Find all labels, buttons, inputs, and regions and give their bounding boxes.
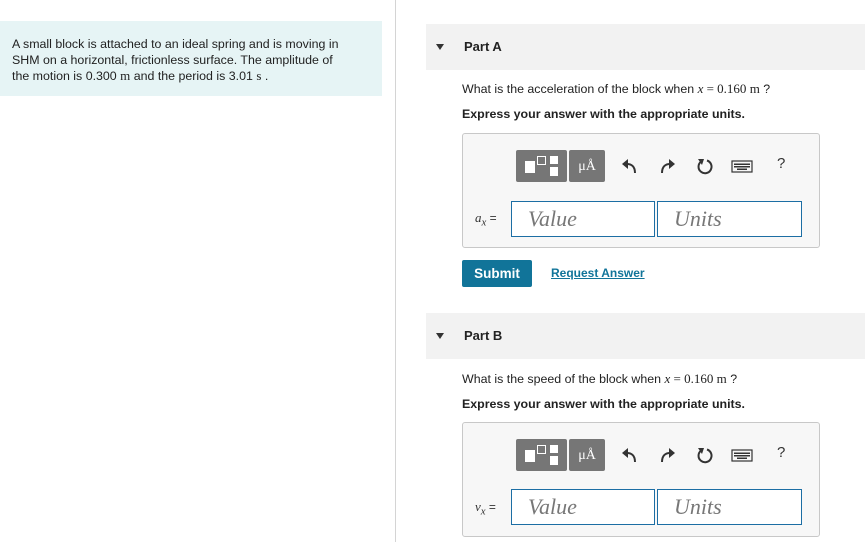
templates-icon bbox=[550, 167, 558, 176]
templates-icon bbox=[550, 445, 558, 453]
collapse-triangle-icon[interactable] bbox=[436, 333, 444, 339]
request-answer-link[interactable]: Request Answer bbox=[551, 266, 645, 280]
part-b-label: Part B bbox=[464, 328, 503, 343]
equals-sign: = bbox=[485, 500, 496, 514]
amplitude-unit: m bbox=[120, 68, 131, 83]
problem-text: . bbox=[261, 69, 269, 83]
templates-button[interactable] bbox=[516, 439, 567, 471]
question-variable: x bbox=[697, 81, 704, 96]
undo-icon[interactable] bbox=[620, 445, 640, 465]
help-button[interactable]: ? bbox=[777, 444, 786, 461]
equation-toolbar bbox=[516, 150, 821, 182]
keyboard-icon[interactable] bbox=[730, 445, 754, 465]
part-a-instruction: Express your answer with the appropriate units. bbox=[462, 107, 745, 121]
problem-text: and the period is 3.01 bbox=[130, 69, 257, 83]
units-field[interactable] bbox=[657, 201, 802, 237]
question-unit: m bbox=[716, 371, 727, 386]
question-text: What is the speed of the block when bbox=[462, 372, 665, 386]
variable-symbol: a bbox=[475, 210, 482, 225]
units-field[interactable] bbox=[657, 489, 802, 525]
part-b-instruction: Express your answer with the appropriate units. bbox=[462, 397, 745, 411]
part-b-header[interactable] bbox=[426, 313, 865, 359]
part-a-question bbox=[462, 81, 770, 97]
reset-icon[interactable] bbox=[695, 445, 715, 465]
part-a-label: Part A bbox=[464, 39, 502, 54]
question-text: What is the acceleration of the block when bbox=[462, 82, 698, 96]
redo-icon[interactable] bbox=[657, 445, 677, 465]
templates-icon bbox=[550, 456, 558, 465]
undo-icon[interactable] bbox=[620, 156, 640, 176]
question-value: = 0.160 bbox=[670, 371, 717, 386]
variable-subscript: x bbox=[480, 505, 486, 518]
variable-symbol: v bbox=[475, 499, 481, 514]
templates-icon bbox=[550, 156, 558, 164]
templates-button[interactable] bbox=[516, 150, 567, 182]
problem-text: the motion is 0.300 bbox=[12, 69, 121, 83]
part-b-answer-box bbox=[462, 422, 820, 537]
variable-subscript: x bbox=[481, 216, 487, 229]
equation-toolbar bbox=[516, 439, 821, 471]
question-variable: x bbox=[664, 371, 671, 386]
keyboard-icon[interactable] bbox=[730, 156, 754, 176]
collapse-triangle-icon[interactable] bbox=[436, 44, 444, 50]
units-button[interactable]: μÅ bbox=[569, 439, 605, 471]
units-button[interactable]: μÅ bbox=[569, 150, 605, 182]
templates-icon bbox=[525, 450, 535, 462]
templates-icon bbox=[537, 156, 546, 165]
help-button[interactable]: ? bbox=[777, 155, 786, 172]
answer-variable-label bbox=[475, 210, 497, 229]
value-input[interactable] bbox=[512, 202, 654, 236]
problem-line: A small block is attached to an ideal spring and is moving in bbox=[12, 37, 339, 51]
question-text: ? bbox=[726, 372, 738, 386]
templates-icon bbox=[537, 445, 546, 454]
question-unit: m bbox=[749, 81, 760, 96]
reset-icon[interactable] bbox=[695, 156, 715, 176]
problem-line bbox=[12, 68, 372, 84]
period-unit: s bbox=[256, 68, 262, 83]
templates-icon bbox=[525, 161, 535, 173]
value-input[interactable] bbox=[512, 490, 654, 524]
part-a-answer-box bbox=[462, 133, 820, 248]
question-value: = 0.160 bbox=[703, 81, 750, 96]
value-field[interactable] bbox=[511, 201, 655, 237]
problem-statement bbox=[0, 21, 382, 96]
question-text: ? bbox=[759, 82, 771, 96]
submit-button[interactable]: Submit bbox=[462, 260, 532, 287]
answer-variable-label bbox=[475, 499, 496, 518]
part-a-header[interactable] bbox=[426, 24, 865, 70]
equals-sign: = bbox=[486, 211, 497, 225]
part-b-question bbox=[462, 371, 737, 387]
problem-line: SHM on a horizontal, frictionless surface. The amplitude of bbox=[12, 53, 333, 67]
column-divider bbox=[395, 0, 396, 542]
redo-icon[interactable] bbox=[657, 156, 677, 176]
units-input[interactable] bbox=[658, 202, 801, 236]
units-input[interactable] bbox=[658, 490, 801, 524]
value-field[interactable] bbox=[511, 489, 655, 525]
